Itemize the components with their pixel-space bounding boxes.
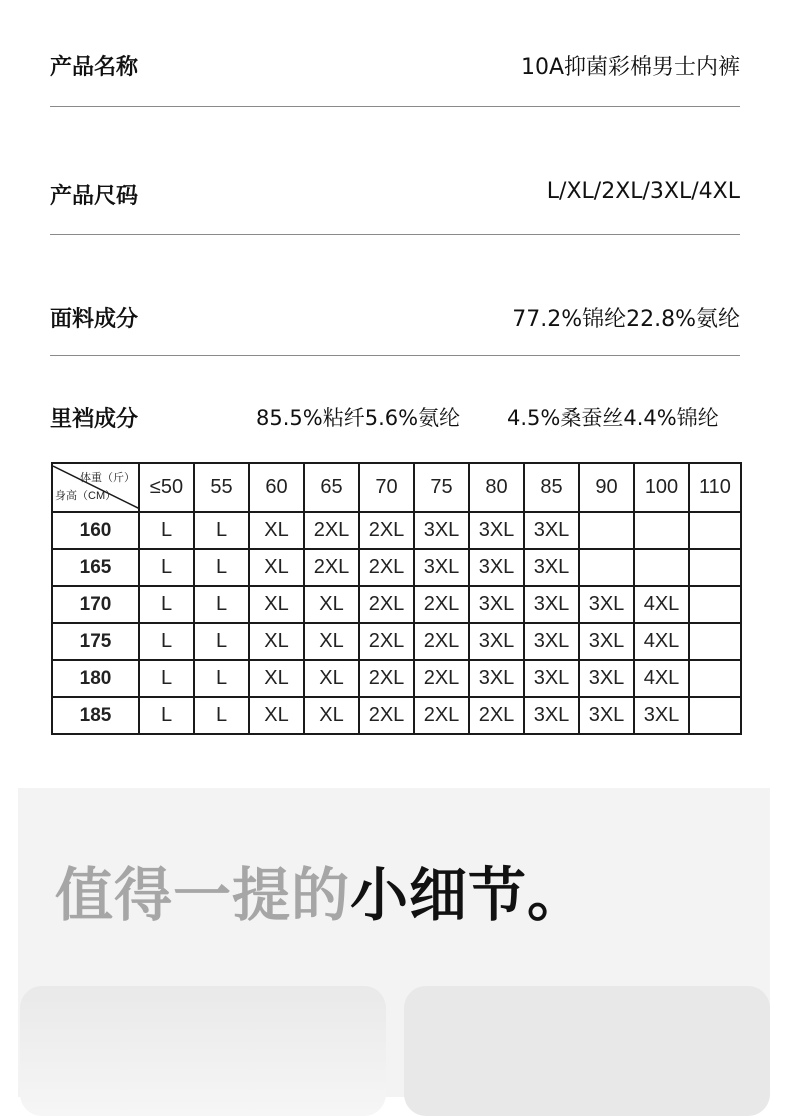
details-section — [18, 788, 770, 1097]
size-cell — [689, 549, 741, 586]
size-cell: 3XL — [414, 549, 469, 586]
size-cell: 2XL — [304, 512, 359, 549]
spec-value-size: L/XL/2XL/3XL/4XL — [546, 179, 740, 204]
size-cell: 2XL — [359, 586, 414, 623]
size-table-header-row — [52, 463, 741, 512]
size-cell: L — [139, 512, 194, 549]
size-cell: 3XL — [469, 549, 524, 586]
size-cell: 4XL — [634, 586, 689, 623]
size-cell: 4XL — [634, 660, 689, 697]
corner-weight-label: 体重（斤） — [80, 472, 135, 484]
weight-header-cell: 80 — [469, 463, 524, 512]
size-cell: 3XL — [524, 586, 579, 623]
size-table-row — [52, 512, 741, 549]
size-cell: 3XL — [524, 697, 579, 734]
size-cell: 2XL — [414, 623, 469, 660]
spec-label-name: 产品名称 — [50, 55, 139, 80]
size-cell — [689, 586, 741, 623]
size-cell: XL — [304, 623, 359, 660]
height-header-cell: 170 — [52, 586, 139, 623]
size-cell: 2XL — [469, 697, 524, 734]
size-cell: 2XL — [414, 697, 469, 734]
weight-header-cell: 60 — [249, 463, 304, 512]
spec-label-lining: 里裆成分 — [50, 407, 139, 432]
size-cell: 3XL — [634, 697, 689, 734]
size-cell: 2XL — [359, 697, 414, 734]
size-cell: 3XL — [469, 623, 524, 660]
weight-header-cell: 75 — [414, 463, 469, 512]
spec-value-fabric: 77.2%锦纶22.8%氨纶 — [512, 307, 740, 332]
size-chart-table — [51, 462, 742, 735]
size-cell: L — [194, 549, 249, 586]
size-cell: 3XL — [524, 660, 579, 697]
size-cell — [689, 512, 741, 549]
size-cell: XL — [249, 586, 304, 623]
divider — [50, 106, 740, 107]
size-cell — [634, 512, 689, 549]
spec-label-fabric: 面料成分 — [50, 307, 139, 332]
size-cell — [579, 512, 634, 549]
size-cell: 3XL — [579, 586, 634, 623]
size-cell — [634, 549, 689, 586]
size-cell: 3XL — [469, 586, 524, 623]
details-heading — [55, 848, 586, 932]
height-header-cell: 165 — [52, 549, 139, 586]
spec-value-lining-1: 85.5%粘纤5.6%氨纶 — [256, 406, 461, 430]
size-cell: XL — [304, 660, 359, 697]
height-header-cell: 180 — [52, 660, 139, 697]
weight-header-cell: 85 — [524, 463, 579, 512]
size-table-row — [52, 549, 741, 586]
size-cell: 2XL — [359, 660, 414, 697]
weight-header-cell: 55 — [194, 463, 249, 512]
size-cell: XL — [304, 697, 359, 734]
corner-height-label: 身高（CM） — [55, 490, 117, 502]
details-heading-dark: 小细节。 — [350, 861, 587, 929]
size-cell: 3XL — [579, 697, 634, 734]
size-cell: 2XL — [359, 623, 414, 660]
spec-label-size: 产品尺码 — [50, 184, 139, 209]
size-cell: 2XL — [414, 586, 469, 623]
size-cell: 3XL — [469, 512, 524, 549]
size-table-row — [52, 623, 741, 660]
weight-header-cell: 70 — [359, 463, 414, 512]
size-cell: 2XL — [414, 660, 469, 697]
weight-header-cell: 65 — [304, 463, 359, 512]
size-cell: L — [194, 586, 249, 623]
size-cell: 4XL — [634, 623, 689, 660]
size-cell: 3XL — [579, 660, 634, 697]
size-cell: XL — [304, 586, 359, 623]
spec-value-name: 10A抑菌彩棉男士内裤 — [520, 55, 740, 80]
weight-header-cell: 110 — [689, 463, 741, 512]
size-cell: 3XL — [524, 549, 579, 586]
size-cell: XL — [249, 660, 304, 697]
size-cell — [689, 623, 741, 660]
size-cell: L — [194, 660, 249, 697]
size-cell — [689, 697, 741, 734]
size-cell: 3XL — [524, 512, 579, 549]
size-cell: 2XL — [359, 549, 414, 586]
size-cell: XL — [249, 623, 304, 660]
size-cell: L — [139, 549, 194, 586]
weight-header-cell: ≤50 — [139, 463, 194, 512]
size-cell: XL — [249, 697, 304, 734]
size-cell — [579, 549, 634, 586]
divider — [50, 355, 740, 356]
size-table-row — [52, 586, 741, 623]
details-heading-grey: 值得一提的 — [55, 861, 351, 929]
size-cell: 3XL — [469, 660, 524, 697]
size-cell: L — [139, 623, 194, 660]
size-cell: L — [194, 623, 249, 660]
height-header-cell: 160 — [52, 512, 139, 549]
size-cell: 3XL — [414, 512, 469, 549]
size-cell: XL — [249, 549, 304, 586]
height-header-cell: 175 — [52, 623, 139, 660]
size-cell: L — [194, 512, 249, 549]
size-cell: 2XL — [304, 549, 359, 586]
size-table-row — [52, 697, 741, 734]
size-cell: 3XL — [579, 623, 634, 660]
size-cell: 3XL — [524, 623, 579, 660]
size-cell: XL — [249, 512, 304, 549]
size-cell: L — [139, 697, 194, 734]
size-table-corner-cell — [52, 463, 139, 512]
size-cell: L — [194, 697, 249, 734]
size-table-row — [52, 660, 741, 697]
size-cell — [689, 660, 741, 697]
spec-value-lining-2: 4.5%桑蚕丝4.4%锦纶 — [507, 406, 719, 430]
size-cell: 2XL — [359, 512, 414, 549]
divider — [50, 234, 740, 235]
weight-header-cell: 90 — [579, 463, 634, 512]
height-header-cell: 185 — [52, 697, 139, 734]
size-cell: L — [139, 586, 194, 623]
weight-header-cell: 100 — [634, 463, 689, 512]
size-cell: L — [139, 660, 194, 697]
